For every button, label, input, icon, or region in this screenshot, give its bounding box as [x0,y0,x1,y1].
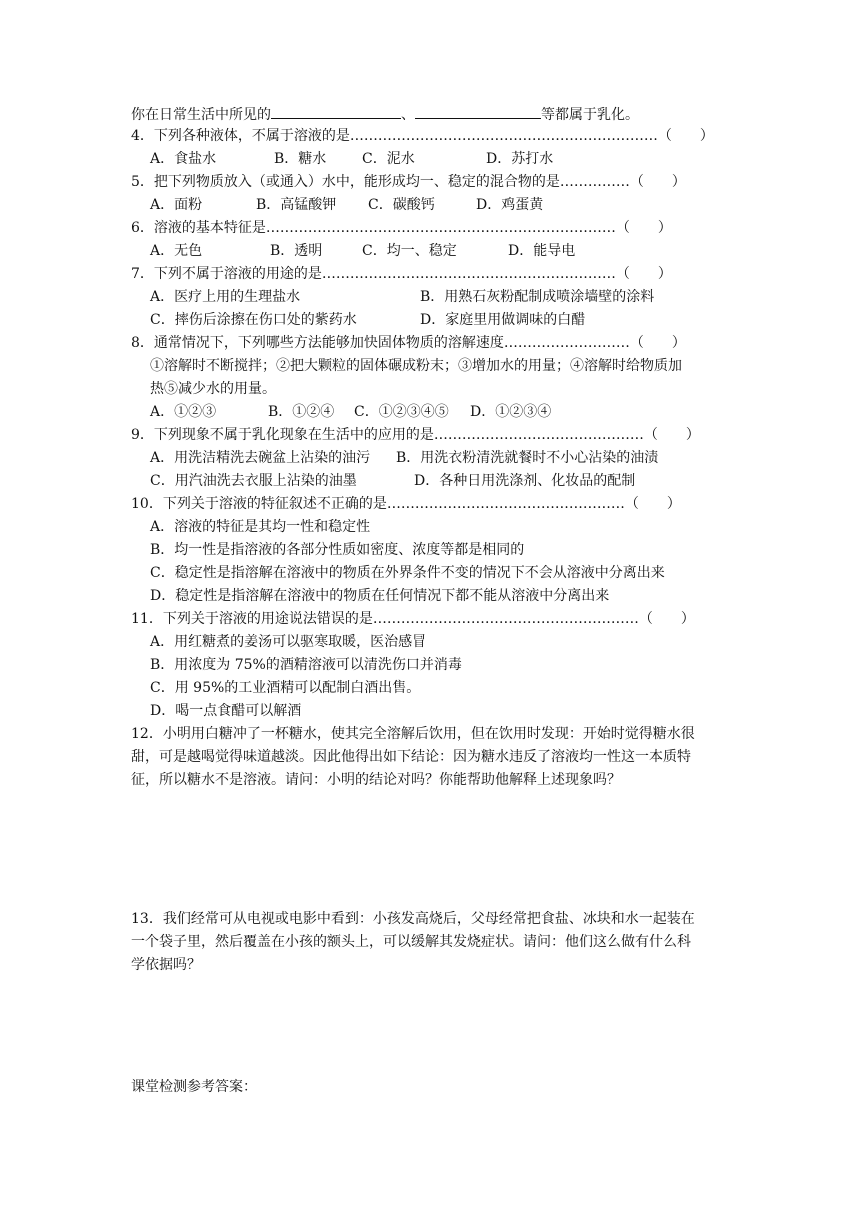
q9-option-b: B．用洗衣粉清洗就餐时不小心沾染的油渍 [396,450,659,466]
q4-option-a: A．食盐水 [150,151,217,167]
q6-option-c: C．均一、稳定 [362,243,457,259]
q9-option-d: D．各种日用洗涤剂、化妆品的配制 [414,473,636,489]
question-8-stem: 8．通常情况下，下列哪些方法能够加快固体物质的溶解速度………………………（ ） [131,335,686,351]
q7-option-b: B．用熟石灰粉配制成喷涂墙壁的涂料 [420,289,655,305]
q8-option-d: D．①②③④ [470,404,552,420]
q6-option-b: B．透明 [270,243,323,259]
q6-option-d: D．能导电 [508,243,576,259]
q5-option-b: B．高锰酸钾 [256,197,337,213]
q5-option-d: D．鸡蛋黄 [476,197,544,213]
question-12-line-1: 12．小明用白糖冲了一杯糖水，使其完全溶解后饮用，但在饮用时发现：开始时觉得糖水很 [131,726,695,742]
q9-option-a: A．用洗洁精洗去碗盆上沾染的油污 [150,450,371,466]
intro-text-pre: 你在日常生活中所见的 [131,107,271,123]
question-9-stem: 9．下列现象不属于乳化现象在生活中的应用的是………………………………………（ ） [131,427,700,443]
q4-option-c: C．泥水 [362,151,415,167]
q6-option-a: A．无色 [150,243,203,259]
question-8-body-2: 热⑤减少水的用量。 [150,381,276,397]
question-13-line-3: 学依据吗？ [131,957,201,973]
q10-option-c: C．稳定性是指溶解在溶液中的物质在外界条件不变的情况下不会从溶液中分离出来 [150,565,665,581]
intro-text-post: 等都属于乳化。 [541,107,639,123]
q7-option-a: A．医疗上用的生理盐水 [150,289,301,305]
question-7-stem: 7．下列不属于溶液的用途的是………………………………………………………（ ） [131,266,672,282]
q8-option-a: A．①②③ [150,404,217,420]
q4-option-d: D．苏打水 [486,151,554,167]
question-13-line-2: 一个袋子里，然后覆盖在小孩的额头上，可以缓解其发烧症状。请问：他们这么做有什么科 [131,934,691,950]
q11-option-c: C．用 95%的工业酒精可以配制白酒出售。 [150,680,421,696]
question-13-answer-space[interactable] [131,980,731,1070]
q4-option-b: B．糖水 [274,151,327,167]
q7-option-c: C．摔伤后涂擦在伤口处的紫药水 [150,312,357,328]
question-13-line-1: 13．我们经常可从电视或电影中看到：小孩发高烧后，父母经常把食盐、冰块和水一起装在 [131,911,695,927]
question-6-stem: 6．溶液的基本特征是…………………………………………………………………（ ） [131,220,672,236]
q5-option-c: C．碳酸钙 [368,197,435,213]
answers-title: 课堂检测参考答案： [131,1079,257,1095]
q11-option-b: B．用浓度为 75%的酒精溶液可以清洗伤口并消毒 [150,657,462,673]
question-11-stem: 11．下列关于溶液的用途说法错误的是…………………………………………………（ ） [131,611,695,627]
q5-option-a: A．面粉 [150,197,203,213]
answer-blank-1[interactable] [271,104,401,119]
question-8-body-1: ①溶解时不断搅拌；②把大颗粒的固体碾成粉末；③增加水的用量；④溶解时给物质加 [150,358,682,374]
question-5-stem: 5．把下列物质放入（或通入）水中，能形成均一、稳定的混合物的是……………（ ） [131,174,686,190]
answer-blank-2[interactable] [415,104,541,119]
intro-line [131,104,639,122]
q10-option-a: A．溶液的特征是其均一性和稳定性 [150,519,371,535]
q11-option-a: A．用红糖煮的姜汤可以驱寒取暖，医治感冒 [150,634,427,650]
q10-option-d: D．稳定性是指溶解在溶液中的物质在任何情况下都不能从溶液中分离出来 [150,588,610,604]
q7-option-d: D．家庭里用做调味的白醋 [420,312,586,328]
q8-option-c: C．①②③④⑤ [354,404,449,420]
question-12-line-2: 甜，可是越喝觉得味道越淡。因此他得出如下结论：因为糖水违反了溶液均一性这一本质特 [131,749,691,765]
question-10-stem: 10．下列关于溶液的特征叙述不正确的是……………………………………………（ ） [131,496,681,512]
q11-option-d: D．喝一点食醋可以解酒 [150,703,302,719]
intro-text-mid: 、 [401,107,415,123]
q8-option-b: B．①②④ [268,404,335,420]
question-12-line-3: 征，所以糖水不是溶液。请问：小明的结论对吗？你能帮助他解释上述现象吗？ [131,772,621,788]
q10-option-b: B．均一性是指溶液的各部分性质如密度、浓度等都是相同的 [150,542,525,558]
question-4-stem: 4．下列各种液体，不属于溶液的是…………………………………………………………（ ） [131,128,714,144]
question-12-answer-space[interactable] [131,796,731,896]
q9-option-c: C．用汽油洗去衣服上沾染的油墨 [150,473,357,489]
